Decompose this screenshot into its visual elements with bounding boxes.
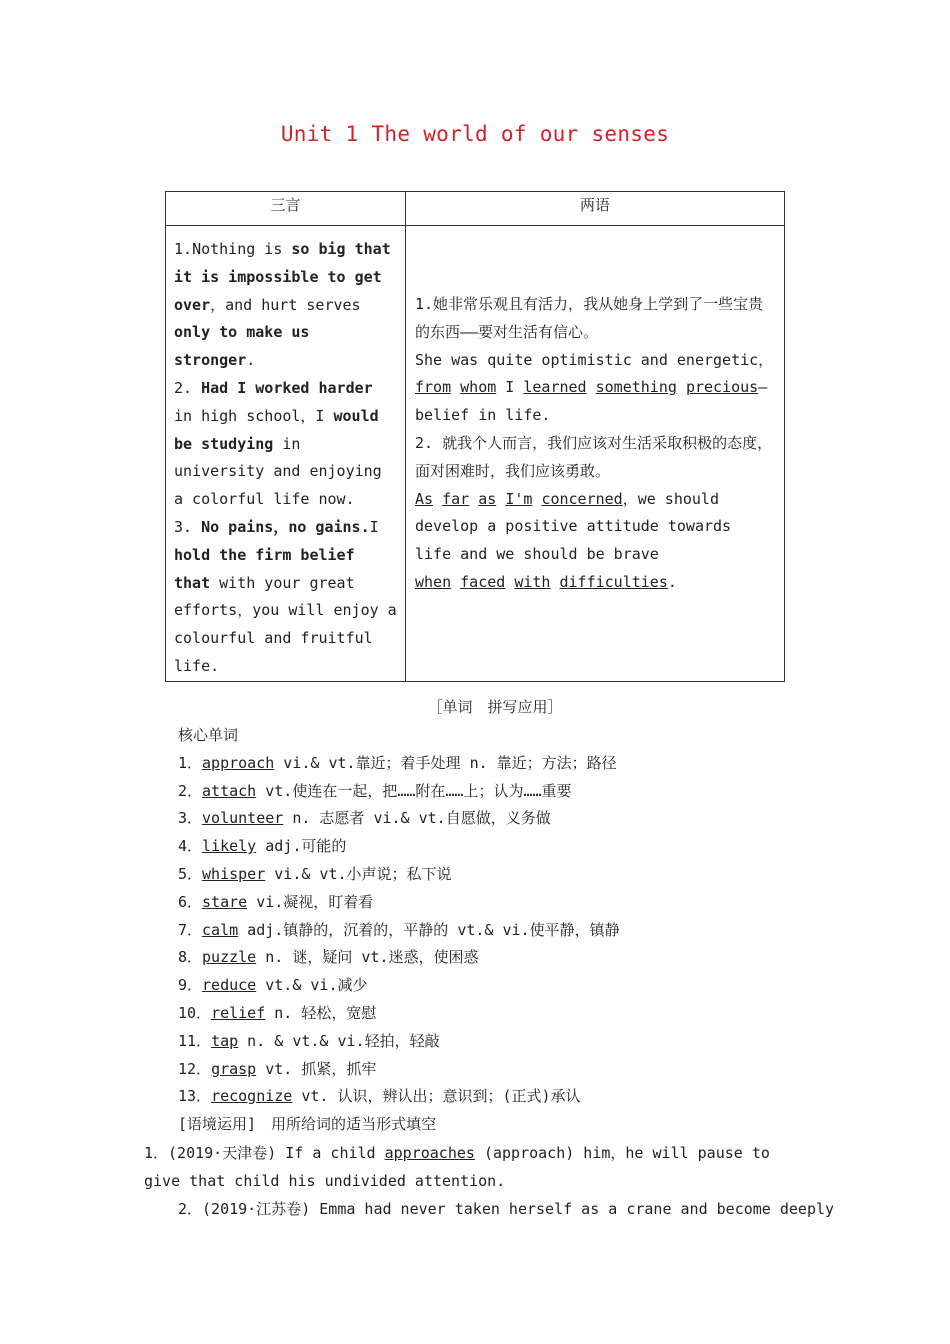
sentence-2: 2. Had I worked harder in high school，I would be studying in university and enjoying a colorful life now. — [174, 378, 382, 509]
sentence-1: 1.Nothing is so big that it is impossible to get over，and hurt serves only to make us stronger. — [174, 240, 391, 370]
vocab-item: 9．reduce vt.& vi.减少 — [178, 976, 368, 995]
vocab-list — [178, 722, 878, 1139]
answer-blank: approaches — [384, 1144, 475, 1162]
table-header-right: 两语 — [406, 192, 785, 226]
vocab-item: 3．volunteer n. 志愿者 vi.& vt.自愿做，义务做 — [178, 809, 551, 828]
vocab-item: 2．attach vt.使连在一起，把……附在……上；认为……重要 — [178, 781, 572, 800]
vocab-item: 1．approach vi.& vt.靠近；着手处理 n. 靠近；方法；路径 — [178, 753, 617, 772]
translation-1: 1.她非常乐观且有活力，我从她身上学到了一些宝贵的东西——要对生活有信心。 She was quite optimistic and energetic，from whom I learned something precious—belief in life. — [415, 295, 774, 425]
vocab-item: 10．relief n. 轻松，宽慰 — [178, 1003, 377, 1022]
page-title: Unit 1 The world of our senses — [280, 122, 670, 146]
context-heading: [语境运用] 用所给词的适当形式填空 — [178, 1115, 437, 1134]
vocab-item: 6．stare vi.凝视，盯着看 — [178, 892, 374, 911]
exercise-1: 1．(2019·天津卷) If a child approaches (approach) him，he will pause to give that child his undivided attention. — [144, 1144, 770, 1190]
vocab-heading: 核心单词 — [178, 726, 239, 744]
translation-2: 2. 就我个人而言，我们应该对生活采取积极的态度，面对困难时，我们应该勇敢。 As far as I'm concerned，we should develop a positive attitude towards life and we should be brave when faced with difficulties. — [415, 433, 773, 591]
vocab-item: 7．calm adj.镇静的，沉着的，平静的 vt.& vi.使平静，镇静 — [178, 920, 620, 939]
table-cell-translations — [406, 226, 785, 682]
vocab-item: 11．tap n. & vt.& vi.轻拍，轻敲 — [178, 1031, 440, 1050]
exercise-list — [144, 1139, 835, 1223]
table-header-left: 三言 — [166, 192, 406, 226]
sentence-3: 3. No pains，no gains.I hold the firm belief that with your great efforts，you will enjoy a colourful and fruitful life. — [174, 517, 397, 675]
exercise-2: 2．(2019·江苏卷) Emma had never taken herself as a crane and become deeply — [178, 1200, 835, 1218]
vocab-item: 5．whisper vi.& vt.小声说；私下说 — [178, 864, 452, 883]
vocab-item: 13．recognize vt. 认识，辨认出；意识到；(正式)承认 — [178, 1087, 581, 1106]
vocab-item: 4．likely adj.可能的 — [178, 837, 347, 856]
section-heading: ［单词 拼写应用］ — [427, 698, 563, 716]
sentence-table — [165, 191, 785, 682]
vocab-item: 8．puzzle n. 谜，疑问 vt.迷惑，使困惑 — [178, 948, 479, 967]
table-cell-sentences — [166, 226, 406, 682]
vocab-item: 12．grasp vt. 抓紧，抓牢 — [178, 1059, 377, 1078]
